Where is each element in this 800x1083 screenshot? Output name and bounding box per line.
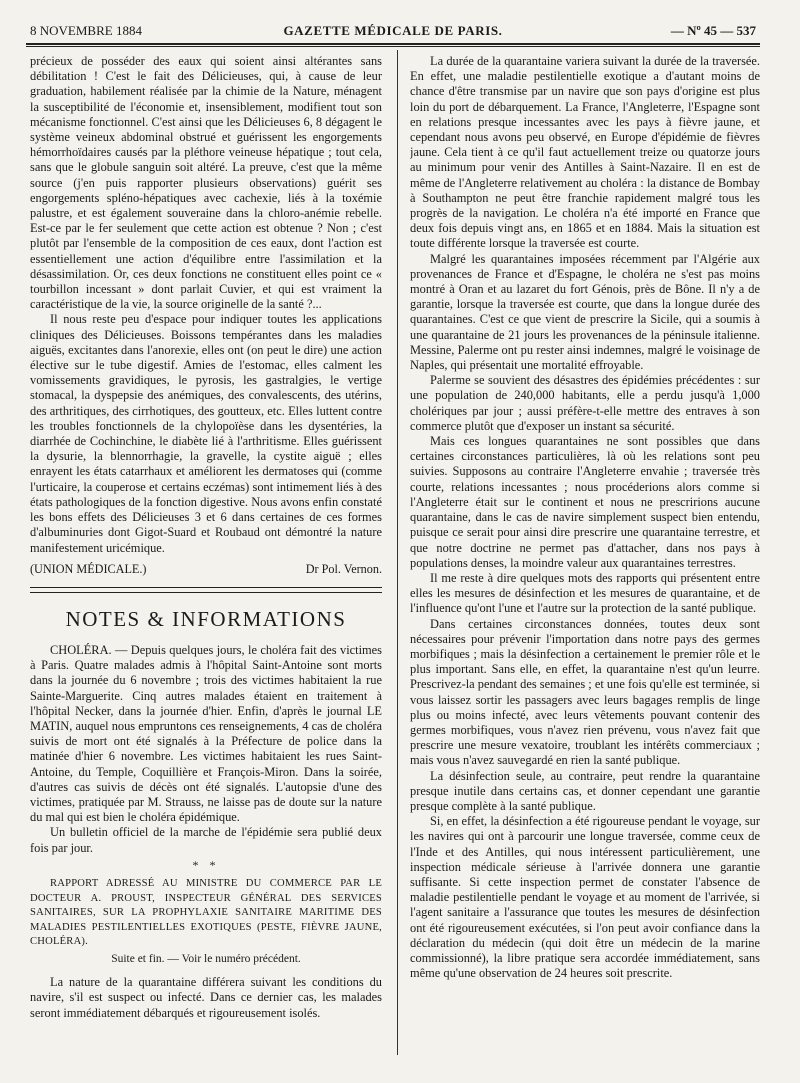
- separator-stars: * *: [192, 857, 220, 872]
- report-paragraph: Si, en effet, la désinfection a été rigoureuse pendant le voyage, sur les navires qui ont à parcourir une longue traversée, comme ceux de l'Inde et des Antilles, qui nous intéressent particulièrement, une inspection médicale sérieuse à l'arrivée donnera une garantie suffisante. Si cette inspection permet de constater l'absence de maladie pestilentielle pendant le voyage et au moment de l'arrivée, si l'agent sanitaire a l'assurance que toutes les mesures de désinfection ont été rigoureusement exécutées, si l'on peut avoir confiance dans la déclaration du médecin (qui doit être un médecin de la marine commissionné), la libre pratique sera accordée immédiatement, sans même qu'une observation de 24 heures soit prescrite.: [410, 814, 760, 981]
- report-paragraph: La nature de la quarantaine différera suivant les conditions du navire, s'il est suspect ou infecté. Dans ce dernier cas, les malades seront immédiatement débarqués et rigoureusement isolés.: [30, 975, 382, 1020]
- report-paragraph: Malgré les quarantaines imposées récemment par l'Algérie aux provenances de France et d'Espagne, le choléra ne s'est pas moins montré à Oran et au lazaret du fort Génois, près de Bône. Il n'y a de garantie, lorsque la traversée est courte, que dans la longue durée des quarantaines. C'est ce que vient de prescrire la Sicile, qui a soumis à une quarantaine de 21 jours les provenances de la péninsule italienne. Messine, Palerme ont pu rester ainsi indemnes, malgré le voisinage de Naples, qui présentait une mortalité effroyable.: [410, 251, 760, 373]
- header-rule-thin: [26, 46, 760, 47]
- note-paragraph: CHOLÉRA. — Depuis quelques jours, le choléra fait des victimes à Paris. Quatre malades admis à l'hôpital Saint-Antoine sont morts dans la journée du 6 novembre ; trois des victimes habitaient la rue Sainte-Marguerite. Cinq autres malades étaient en traitement à l'hôpital Necker, dans la journée d'hier. Enfin, d'après le journal LE MATIN, auquel nous empruntons ces renseignements, 4 cas de choléra suivis de mort ont été signalés à la Préfecture de police dans la matinée d'hier 6 novembre. Les victimes habitaient les rues Saint-Antoine, du Temple, Coquillière et François-Miron. Dans la soirée, d'autres cas suivis de décès ont été signalés. L'autopsie d'une des victimes, pratiquée par M. Strauss, ne laisse pas de doute sur la nature du mal qui est bien le choléra épidémique.: [30, 642, 382, 825]
- section-title: NOTES & INFORMATIONS: [65, 606, 347, 631]
- report-paragraph: La désinfection seule, au contraire, peut rendre la quarantaine presque inutile dans certains cas, et donner cependant une garantie presque complète à la santé publique.: [410, 768, 760, 813]
- article-paragraph: précieux de posséder des eaux qui soient ainsi altérantes sans débilitation ! C'est le fait des Délicieuses, qui, à cause de leur graduation, habilement réalisée par la chimie de la Nature, ménagent la susceptibilité de l'économie et, insensiblement, modifient tout son mécanisme fonctionnel. C'est ainsi que les Délicieuses 6, 8 dégagent le système veineux abdominal obstrué et guérissent les engorgements hémorrhoïdaires causés par la pléthore veineuse hépatique ; tout cela, sans que le globule sanguin soit altéré. La preuve, c'est que la même source (j'en puis rapporter plusieurs observations) guérit ses engorgements spléno-hépatiques avec cachexie, liés à la toxémie palustre, et est également souveraine dans la chloro-anémie rebelle. Est-ce par le fer seulement que cette action est obtenue ? Non ; c'est plutôt par l'ensemble de la composition de ces eaux, dont l'action est essentiellement une action d'équilibre entre l'assimilation et la désassimilation. Or, ces deux fonctions ne constituent elles point ce « tourbillon incessant » dont parlait Cuvier, et qui est vraiment la caractéristique de la vie, la source originelle de la santé ?...: [30, 54, 382, 312]
- report-paragraph: Palerme se souvient des désastres des épidémies précédentes : sur une population de 240,000 habitants, elle a perdu jusqu'à 1,000 cholériques par jour ; aussi préfère-t-elle mettre des entraves à son commerce plutôt que d'exposer un instant sa sécurité.: [410, 373, 760, 433]
- report-continuation-note: Suite et fin. — Voir le numéro précédent.: [111, 952, 301, 965]
- header-issue-page: — Nº 45 — 537: [670, 23, 756, 38]
- report-paragraph: Mais ces longues quarantaines ne sont possibles que dans certaines circonstances particulières, là où les relations sont peu suivies. Supposons au contraire l'Angleterre envahie ; traversée très courte, relations incessantes ; nous procéderions alors comme si l'Angleterre était sur le continent et nous ne prescririons aucune quarantaine, dans le cas de navire simplement suspect bien entendu, puisque ce serait pour ainsi dire prescrire une quarantaine terrestre, et que notre doctrine ne permet pas d'attacher, dans nos pays à populations denses, la moindre valeur aux quarantaines terrestres.: [410, 434, 760, 570]
- report-paragraph: La durée de la quarantaine variera suivant la durée de la traversée. En effet, une maladie pestilentielle exotique a d'autant moins de chance d'être transmise par un navire que son pays d'origine est plus loin du port de débarquement. La France, l'Angleterre, l'Espagne sont en relations presque incessantes avec les pays à fièvre jaune, et cependant nous avons peu observé, en Europe d'épidémie de fièvres jaune. Cela tient à ce qu'il faut actuellement treize ou quatorze jours au minimum pour venir des Antilles à Saint-Nazaire. Il en est de même de l'Angleterre relativement au choléra : la distance de Bombay à Southampton ne peut être franchie rapidement malgré tous les progrès de la navigation. Le choléra n'a été importé en France que deux fois depuis vingt ans, en 1865 et en 1884. Mais la situation est toute différente lorsque la traversée est courte.: [410, 54, 760, 251]
- header-journal-title: GAZETTE MÉDICALE DE PARIS.: [283, 23, 503, 38]
- section-separator-thin: [30, 592, 382, 593]
- section-separator: [30, 587, 382, 588]
- signature-author: Dr Pol. Vernon.: [305, 561, 382, 576]
- report-title: RAPPORT ADRESSÉ AU MINISTRE DU COMMERCE PAR LE DOCTEUR A. PROUST, INSPECTEUR GÉNÉRAL DES SERVICES SANITAIRES, SUR LA PROPHYLAXIE SANITAIRE MARITIME DES MALADIES PESTILENTIELLES EXOTIQUES (PESTE, FIÈVRE JAUNE, CHOLÉRA).: [30, 877, 382, 948]
- report-paragraph: Dans certaines circonstances données, toutes deux sont nécessaires pour prévenir l'importation dans notre pays des germes morbifiques ; mais la désinfection a certainement le premier rôle et le plus important. Sans elle, en effet, la quarantaine n'est qu'un leurre. Prescrivez-la pendant des semaines ; et une fois qu'elle est terminée, si vous laissez sortir les passagers avec leurs bagages remplis de linge plus ou moins infecté, avec leurs vêtements pouvant contenir des germes morbifiques, vous n'avez rien prévenu, vous n'avez fait que prescrire une mesure vexatoire, troublant les intérêts commerciaux ; mais vous n'avez sauvegardé en rien la santé publique.: [410, 616, 760, 768]
- article-paragraph: Il nous reste peu d'espace pour indiquer toutes les applications cliniques des Délicieuses. Boissons tempérantes dans les maladies aiguës, excitantes dans l'anorexie, elles ont (on peut le dire) une action élective sur le tube digestif. Amies de l'estomac, elles calment les vomissements gravidiques, le pyrosis, les gastralgies, le vertige stomacal, la dyspepsie des anémiques, des convalescents, des utérins, des arthritiques, des cirrhotiques, des goutteux, etc. Elles luttent contre les troubles fonctionnels de la chylopoïèse dans les dysentéries, la diarrhée de Cochinchine, le diabète lié à l'arthritisme. Elles guérissent la dysurie, la blennorrhagie, la gravelle, la cystite aiguë ; elles enrayent les états catarrhaux et améliorent les dermatoses qui (comme l'urticaire, la couperose et certains eczémas) sont intimement liés à des états pathologiques de la fonction digestive. Nous avons enfin constaté les bons effets des Délicieuses 3 et 6 dans certaines de ces formes d'albuminuries dont Gigot-Suard et Roubaud ont démontré la nature manifestement uricémique.: [30, 312, 382, 555]
- signature-source: (UNION MÉDICALE.): [30, 561, 147, 576]
- note-paragraph: Un bulletin officiel de la marche de l'épidémie sera publié deux fois par jour.: [30, 825, 382, 855]
- right-column: [410, 54, 760, 1054]
- left-column: [30, 54, 382, 1054]
- column-divider: [397, 50, 398, 1055]
- report-paragraph: Il me reste à dire quelques mots des rapports qui présentent entre elles les mesures de désinfection et les mesures de quarantaine, et de l'influence qu'ont l'une et l'autre sur la protection de la santé publique.: [410, 570, 760, 616]
- header-rule-thick: [26, 43, 760, 45]
- page-header: [30, 22, 756, 40]
- header-date: 8 NOVEMBRE 1884: [30, 23, 142, 38]
- article-signature: [30, 562, 382, 577]
